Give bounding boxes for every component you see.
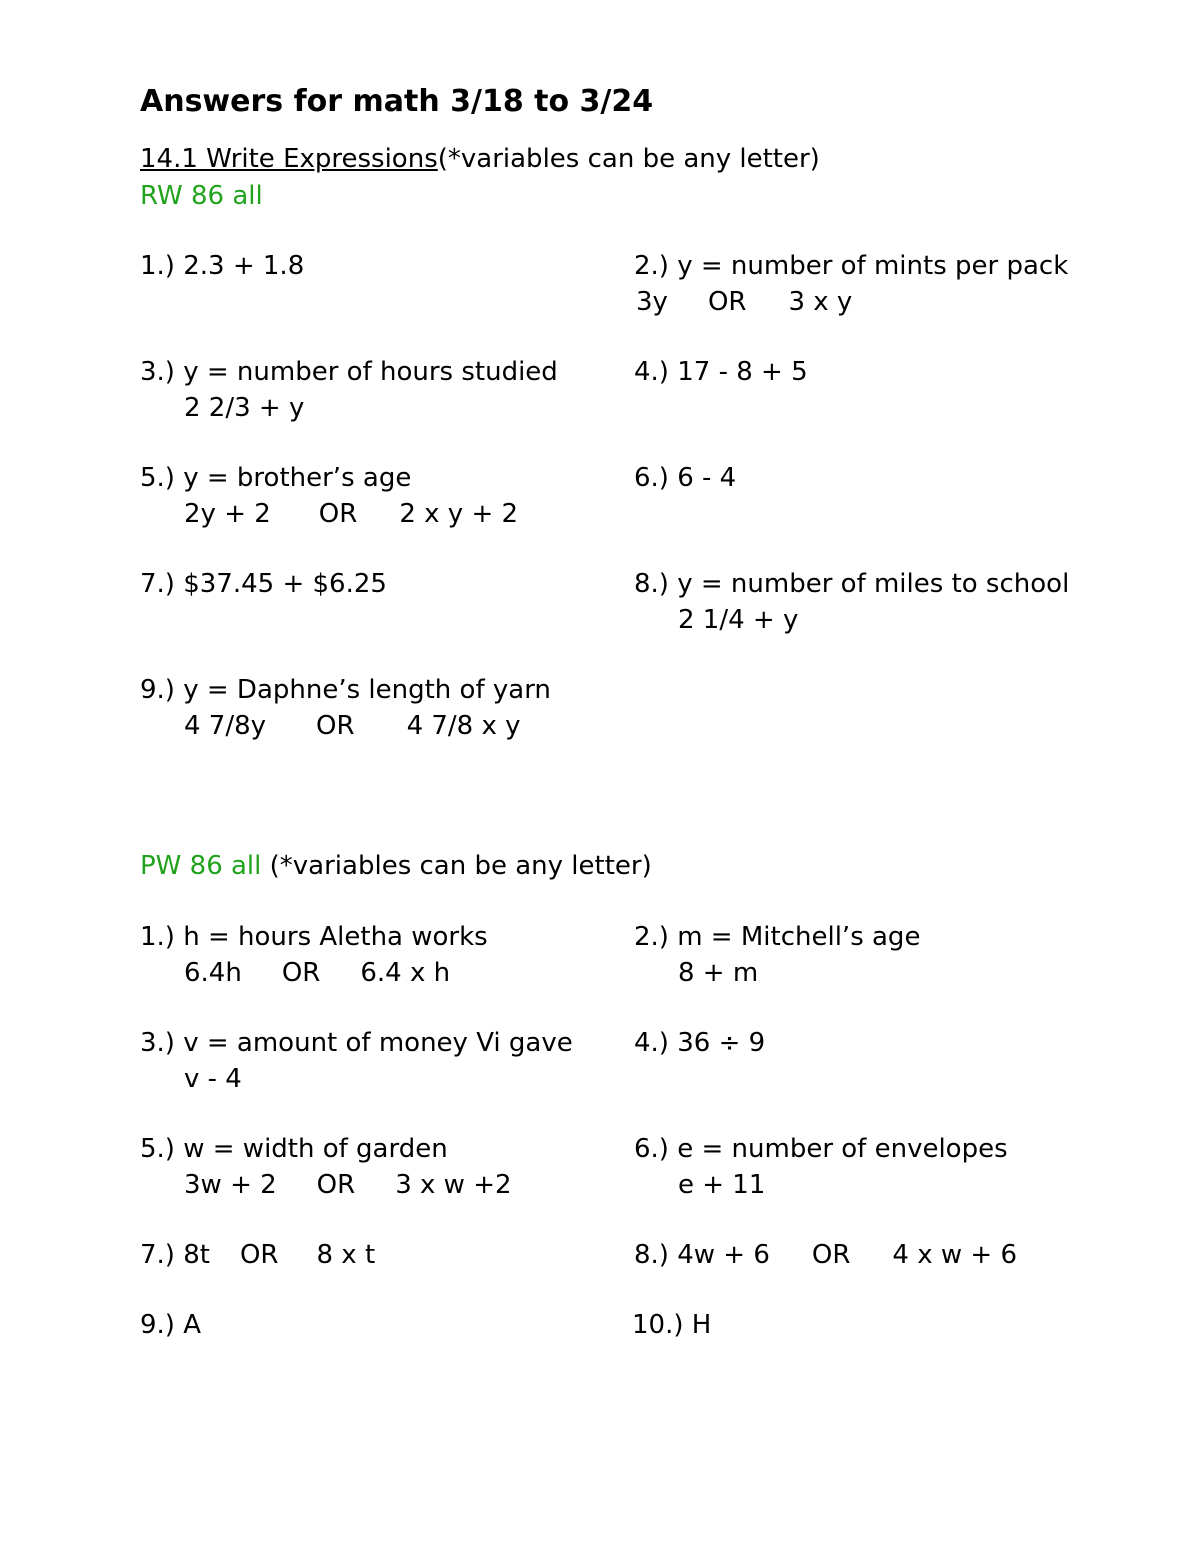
- answer-line: 3y: [636, 287, 668, 317]
- answer-number: 9.): [140, 1310, 175, 1340]
- answer-line: 8 x t: [316, 1240, 376, 1270]
- pw-answer-7: [140, 1239, 375, 1271]
- rw-answer-8-expr: 2 1/4 + y: [678, 605, 799, 635]
- pw-answer-3-expr: v - 4: [184, 1064, 242, 1094]
- answer-line: e = number of envelopes: [677, 1134, 1008, 1164]
- answer-line: 2y + 2: [184, 499, 271, 529]
- answer-line: 3w + 2: [184, 1170, 277, 1200]
- answer-or: OR: [281, 958, 321, 988]
- answer-number: 2.): [634, 922, 669, 952]
- answer-line: 2 x y + 2: [399, 499, 519, 529]
- answer-number: 4.): [634, 357, 669, 387]
- rw-answer-5: [140, 462, 411, 494]
- answer-line: $37.45 + $6.25: [183, 569, 387, 599]
- answer-line: H: [691, 1310, 712, 1340]
- pw-answer-10: [632, 1309, 711, 1341]
- answer-line: 36 ÷ 9: [677, 1028, 766, 1058]
- answer-or: OR: [318, 499, 358, 529]
- answer-line: 17 - 8 + 5: [677, 357, 808, 387]
- rw-answer-4: [634, 356, 808, 388]
- pw-answer-5: [140, 1133, 448, 1165]
- answer-number: 9.): [140, 675, 175, 705]
- answer-number: 3.): [140, 1028, 175, 1058]
- rw-answer-2-expr: [636, 286, 852, 318]
- answer-line: y = number of mints per pack: [677, 251, 1069, 281]
- answer-line: w = width of garden: [183, 1134, 448, 1164]
- pw-answer-1: [140, 921, 488, 953]
- answer-number: 8.): [634, 1240, 669, 1270]
- pw-answer-6: [634, 1133, 1008, 1165]
- rw-answer-8: [634, 568, 1069, 600]
- answer-number: 6.): [634, 1134, 669, 1164]
- answer-line: 3 x w +2: [395, 1170, 512, 1200]
- rw-answer-2: [634, 250, 1068, 282]
- answer-number: 6.): [634, 463, 669, 493]
- section1-heading-note: (*variables can be any letter): [437, 144, 820, 174]
- answer-line: 6 - 4: [677, 463, 737, 493]
- answer-number: 8.): [634, 569, 669, 599]
- answer-line: 4w + 6: [677, 1240, 770, 1270]
- answer-number: 3.): [140, 357, 175, 387]
- answer-line: 4 7/8 x y: [406, 711, 521, 741]
- answer-line: 4 7/8y: [184, 711, 267, 741]
- rw-answer-9-expr: [184, 710, 521, 742]
- rw-answer-3: [140, 356, 558, 388]
- rw-answer-9: [140, 674, 551, 706]
- answer-or: OR: [316, 711, 355, 741]
- answer-number: 10.): [632, 1310, 684, 1340]
- pw-answer-2-expr: 8 + m: [678, 958, 759, 988]
- rw-answer-6: [634, 462, 736, 494]
- answer-or: OR: [707, 287, 747, 317]
- answer-line: v = amount of money Vi gave: [183, 1028, 573, 1058]
- page-title: Answers for math 3/18 to 3/24: [140, 84, 654, 119]
- answer-line: 6.4h: [184, 958, 242, 988]
- answer-line: A: [183, 1310, 202, 1340]
- pw-answer-3: [140, 1027, 573, 1059]
- answer-number: 1.): [140, 251, 175, 281]
- pw-answer-8: [634, 1239, 1017, 1271]
- answer-line: 3 x y: [788, 287, 853, 317]
- answer-line: y = number of hours studied: [183, 357, 558, 387]
- pw-answer-9: [140, 1309, 201, 1341]
- pw-answer-6-expr: e + 11: [678, 1170, 766, 1200]
- answer-number: 2.): [634, 251, 669, 281]
- answer-line: m = Mitchell’s age: [677, 922, 921, 952]
- answer-number: 5.): [140, 463, 175, 493]
- pw-answer-2: [634, 921, 920, 953]
- answer-line: y = number of miles to school: [677, 569, 1070, 599]
- section2-heading-note: (*variables can be any letter): [269, 851, 652, 881]
- pw-answer-5-expr: [184, 1169, 512, 1201]
- answer-or: OR: [239, 1240, 279, 1270]
- section1-subheading: RW 86 all: [140, 181, 263, 211]
- answer-line: y = brother’s age: [183, 463, 412, 493]
- answer-line: 6.4 x h: [360, 958, 451, 988]
- answer-or: OR: [811, 1240, 851, 1270]
- answer-number: 7.): [140, 1240, 175, 1270]
- answer-number: 5.): [140, 1134, 175, 1164]
- answer-line: 4 x w + 6: [892, 1240, 1018, 1270]
- answer-line: h = hours Aletha works: [183, 922, 488, 952]
- rw-answer-3-expr: 2 2/3 + y: [184, 393, 305, 423]
- pw-answer-1-expr: [184, 957, 450, 989]
- answer-number: 1.): [140, 922, 175, 952]
- answer-number: 4.): [634, 1028, 669, 1058]
- rw-answer-5-expr: [184, 498, 518, 530]
- answer-line: 8t: [183, 1240, 210, 1270]
- answer-number: 7.): [140, 569, 175, 599]
- rw-answer-7: [140, 568, 387, 600]
- rw-answer-1: [140, 250, 304, 282]
- section1-heading: [140, 143, 820, 175]
- answer-or: OR: [316, 1170, 356, 1200]
- answer-line: 2.3 + 1.8: [183, 251, 305, 281]
- pw-answer-4: [634, 1027, 765, 1059]
- section1-heading-underlined: 14.1 Write Expressions: [140, 144, 438, 174]
- answer-line: y = Daphne’s length of yarn: [183, 675, 551, 705]
- section2-heading: [140, 850, 652, 882]
- section2-subheading: PW 86 all: [140, 851, 262, 881]
